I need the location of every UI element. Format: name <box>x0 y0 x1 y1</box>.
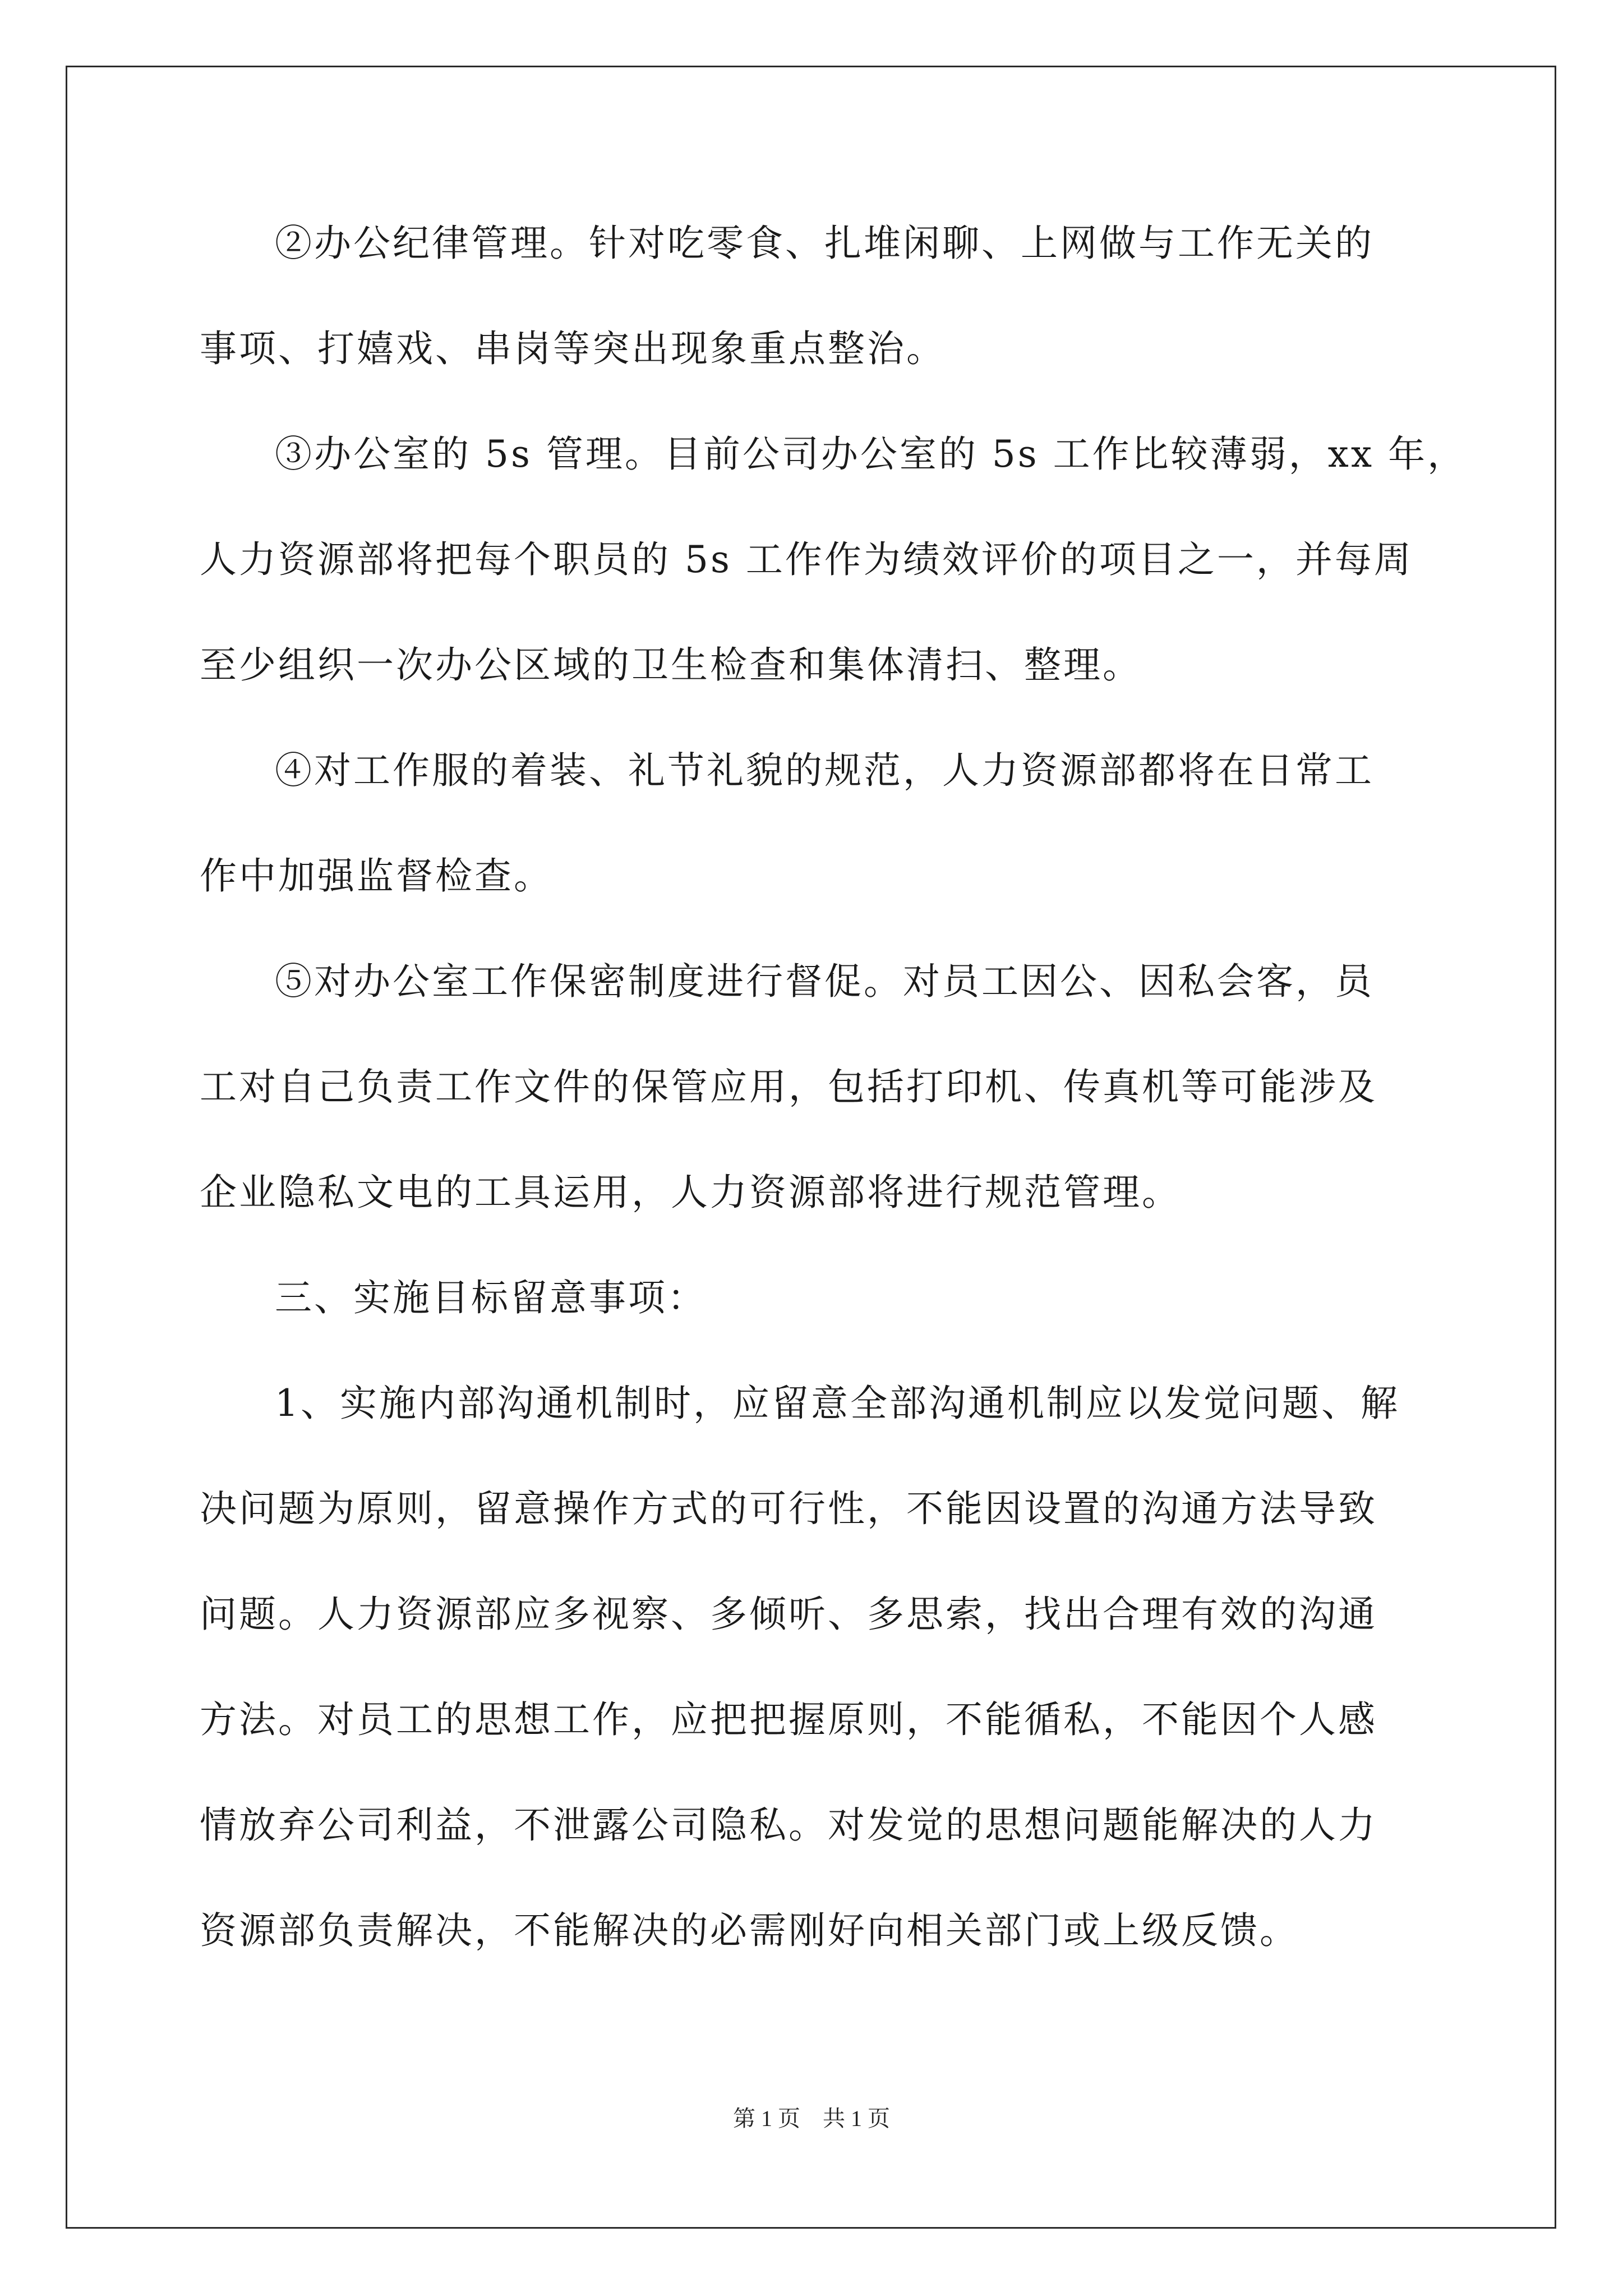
paragraph-line: ②办公纪律管理。针对吃零食、扎堆闲聊、上网做与工作无关的 <box>275 222 1374 265</box>
paragraph-line: 1、实施内部沟通机制时，应留意全部沟通机制应以发觉问题、解 <box>275 1382 1400 1425</box>
paragraph-line: 资源部负责解决，不能解决的必需刚好向相关部门或上级反馈。 <box>200 1909 1299 1952</box>
paragraph-line: 问题。人力资源部应多视察、多倾听、多思索，找出合理有效的沟通 <box>200 1593 1377 1636</box>
section-heading: 三、实施目标留意事项： <box>275 1276 707 1319</box>
paragraph-line: 决问题为原则，留意操作方式的可行性，不能因设置的沟通方法导致 <box>200 1487 1377 1530</box>
paragraph-line: 人力资源部将把每个职员的 5s 工作作为绩效评价的项目之一，并每周 <box>200 538 1413 581</box>
paragraph-line: 事项、打嬉戏、串岗等突出现象重点整治。 <box>200 327 946 370</box>
paragraph-line: 情放弃公司利益，不泄露公司隐私。对发觉的思想问题能解决的人力 <box>200 1803 1377 1847</box>
paragraph-line: ③办公室的 5s 管理。目前公司办公室的 5s 工作比较薄弱，xx 年， <box>275 432 1467 476</box>
document-body <box>200 213 1467 2006</box>
paragraph-line: 企业隐私文电的工具运用，人力资源部将进行规范管理。 <box>200 1171 1181 1214</box>
paragraph-line: 作中加强监督检查。 <box>200 854 553 898</box>
paragraph-line: ④对工作服的着装、礼节礼貌的规范，人力资源部都将在日常工 <box>275 749 1374 792</box>
page-number-footer: 第 1 页 共 1 页 <box>733 2106 890 2131</box>
paragraph-line: 方法。对员工的思想工作，应把把握原则，不能循私，不能因个人感 <box>200 1698 1377 1741</box>
paragraph-line: 至少组织一次办公区域的卫生检查和集体清扫、整理。 <box>200 643 1142 687</box>
paragraph-line: ⑤对办公室工作保密制度进行督促。对员工因公、因私会客，员 <box>275 960 1374 1003</box>
paragraph-line: 工对自己负责工作文件的保管应用，包括打印机、传真机等可能涉及 <box>200 1065 1377 1108</box>
